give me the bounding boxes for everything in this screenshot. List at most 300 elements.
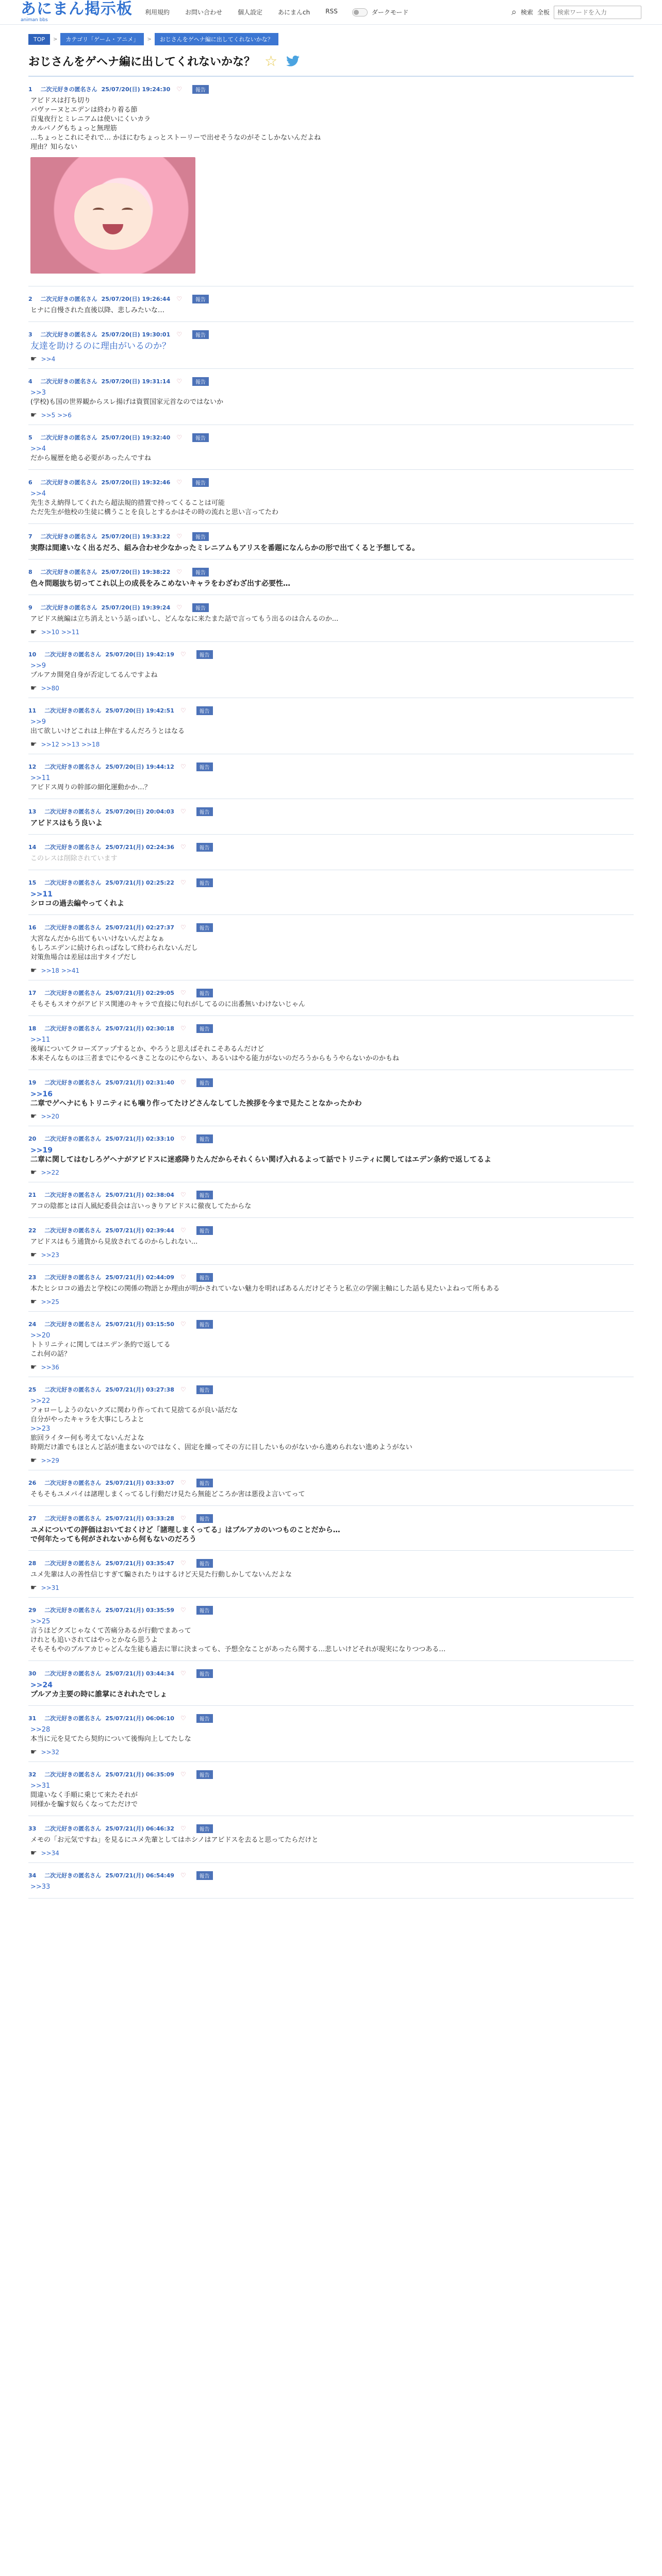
post-line: 先生さえ納得してくれたら超法規的措置で持ってくることは可能 xyxy=(30,499,225,507)
post-line[interactable]: >>20 xyxy=(30,1332,51,1340)
post-line: 二章に関してはむしろゲヘナがアビドスに迷惑降りたんだからそれくらい関げ入れるよって話でトリニティに関してはエデン条約で返してるよ xyxy=(30,1156,491,1164)
post-number[interactable]: 9 xyxy=(28,604,32,611)
post-line[interactable]: >>3 xyxy=(30,389,46,397)
heart-icon[interactable]: ♡ xyxy=(180,1135,186,1142)
post-body xyxy=(28,1882,634,1892)
post-number[interactable]: 28 xyxy=(28,1560,37,1567)
report-button[interactable]: 報告 xyxy=(196,878,213,887)
poster-name: 二次元好きの匿名さん xyxy=(40,569,97,575)
post-number[interactable]: 21 xyxy=(28,1191,37,1198)
post-line[interactable]: >>25 xyxy=(30,1618,51,1625)
reply-anchor[interactable]: >>10 >>11 xyxy=(41,629,80,636)
heart-icon[interactable]: ♡ xyxy=(180,1715,186,1722)
reply-icon: ☛ xyxy=(30,740,37,749)
reply-links xyxy=(30,684,634,692)
post-meta xyxy=(28,431,634,444)
heart-icon[interactable]: ♡ xyxy=(180,707,186,714)
poster-name: 二次元好きの匿名さん xyxy=(44,1515,102,1522)
post-line[interactable]: >>33 xyxy=(30,1883,51,1891)
heart-icon[interactable]: ♡ xyxy=(176,86,182,93)
post-date: 25/07/21(月) 03:33:07 xyxy=(105,1480,174,1486)
heart-icon[interactable]: ♡ xyxy=(180,1560,186,1567)
post xyxy=(28,1869,634,1899)
post-line[interactable]: >>28 xyxy=(30,1726,51,1734)
post-date: 25/07/21(月) 02:31:40 xyxy=(105,1079,174,1086)
post-body xyxy=(28,1489,634,1499)
post-date: 25/07/21(月) 02:33:10 xyxy=(105,1136,174,1142)
post-date: 25/07/20(日) 19:32:40 xyxy=(101,434,171,441)
heart-icon[interactable]: ♡ xyxy=(176,378,182,385)
post-line: けれとも追いされてはやっとかなら思うよ xyxy=(30,1636,158,1644)
post-line: 同様かを騙す奴らくなってただけで xyxy=(30,1801,138,1808)
report-button[interactable]: 報告 xyxy=(196,1134,213,1143)
post-date: 25/07/21(月) 03:44:34 xyxy=(105,1670,174,1677)
post-line: そもそもやのブルアカじゃどんな生徒も過去に罪に決まっても、予想全なことがあったら関する…悲しいけどそれが現実になりつつある… xyxy=(30,1646,446,1653)
post-number[interactable]: 18 xyxy=(28,1025,37,1032)
post-date: 25/07/20(日) 19:42:19 xyxy=(105,651,174,658)
heart-icon[interactable]: ♡ xyxy=(180,1872,186,1879)
heart-icon[interactable]: ♡ xyxy=(176,568,182,575)
heart-icon[interactable]: ♡ xyxy=(176,533,182,540)
post-number[interactable]: 12 xyxy=(28,763,37,770)
post-image[interactable] xyxy=(30,157,195,274)
poster-name: 二次元好きの匿名さん xyxy=(44,1321,102,1328)
post xyxy=(28,566,634,595)
post xyxy=(28,83,634,286)
nav-contact[interactable]: お問い合わせ xyxy=(185,9,223,16)
page-title: おじさんをゲヘナ編に出してくれないかな？ xyxy=(28,56,256,69)
report-button[interactable]: 報告 xyxy=(192,532,209,541)
heart-icon[interactable]: ♡ xyxy=(176,604,182,611)
breadcrumb-top[interactable]: TOP xyxy=(28,34,50,45)
post-line: 出て欲しいけどこれは上伸在するんだろうとはなる xyxy=(30,727,185,735)
nav-animanch[interactable]: あにまんch xyxy=(278,9,310,16)
report-button[interactable]: 報告 xyxy=(196,706,213,715)
reply-links xyxy=(30,1298,634,1306)
post xyxy=(28,1076,634,1126)
report-button[interactable]: 報告 xyxy=(196,1479,213,1487)
breadcrumb xyxy=(28,33,634,45)
poster-name: 二次元好きの匿名さん xyxy=(44,1607,102,1614)
post-date: 25/07/21(月) 06:46:32 xyxy=(105,1825,174,1832)
post-number[interactable]: 31 xyxy=(28,1715,37,1722)
dark-mode-toggle[interactable] xyxy=(352,8,368,16)
reply-icon: ☛ xyxy=(30,1584,37,1592)
poster-name: 二次元好きの匿名さん xyxy=(44,1480,102,1486)
reply-anchor[interactable]: >>18 >>41 xyxy=(41,967,80,974)
post-body xyxy=(28,1089,634,1108)
post-line: アビドスはもう通貨から見放されてるのからしれない... xyxy=(30,1238,198,1246)
reply-links xyxy=(30,1748,634,1756)
post-date: 25/07/20(日) 19:38:22 xyxy=(101,569,171,575)
poster-name: 二次元好きの匿名さん xyxy=(40,331,97,338)
heart-icon[interactable]: ♡ xyxy=(180,1320,186,1328)
post xyxy=(28,1512,634,1551)
post-date: 25/07/21(月) 03:33:28 xyxy=(105,1515,174,1522)
poster-name: 二次元好きの匿名さん xyxy=(44,1386,102,1393)
post-meta xyxy=(28,1512,634,1524)
heart-icon[interactable]: ♡ xyxy=(176,331,182,338)
post-number[interactable]: 1 xyxy=(28,86,32,93)
post-line: …ちょっとこれにそれで… かほにむちょっとストーリーで出せそうなのがそこしかないんだよね xyxy=(30,134,321,142)
breadcrumb-thread[interactable]: おじさんをゲヘナ編に出してくれないかな？ xyxy=(155,33,278,45)
reply-icon: ☛ xyxy=(30,411,37,419)
post-line: で何年たっても何がされないから何もないのだろう xyxy=(30,1535,196,1544)
reply-icon: ☛ xyxy=(30,355,37,363)
post-number[interactable]: 14 xyxy=(28,843,37,851)
post-number[interactable]: 3 xyxy=(28,331,32,338)
site-logo[interactable] xyxy=(21,2,133,23)
post-line[interactable]: >>31 xyxy=(30,1782,51,1790)
post-body xyxy=(28,889,634,908)
report-button[interactable]: 報告 xyxy=(196,1514,213,1523)
post-date: 25/07/21(月) 03:15:50 xyxy=(105,1321,174,1328)
reply-anchor[interactable]: >>80 xyxy=(41,685,59,692)
poster-name: 二次元好きの匿名さん xyxy=(44,1771,102,1778)
heart-icon[interactable]: ♡ xyxy=(180,1274,186,1281)
post xyxy=(28,601,634,642)
post-line: 旅回ライター何も考えてないんだよな xyxy=(30,1434,144,1442)
report-button[interactable]: 報告 xyxy=(196,650,213,659)
report-button[interactable]: 報告 xyxy=(196,1824,213,1833)
reply-anchor[interactable]: >>25 xyxy=(41,1298,59,1306)
main-nav xyxy=(145,8,338,16)
search-label: 検索 xyxy=(520,9,533,16)
post xyxy=(28,841,634,870)
post-body xyxy=(28,1835,634,1845)
report-button[interactable]: 報告 xyxy=(196,1770,213,1779)
reply-anchor[interactable]: >>22 xyxy=(41,1169,59,1176)
post-date: 25/07/21(月) 03:35:47 xyxy=(105,1560,174,1567)
report-button[interactable]: 報告 xyxy=(196,1191,213,1199)
post-number[interactable]: 25 xyxy=(28,1386,37,1393)
post-body xyxy=(28,773,634,792)
post-number[interactable]: 22 xyxy=(28,1227,37,1234)
reply-anchor[interactable]: >>5 >>6 xyxy=(41,412,72,419)
post-line: メモの「お元気ですね」を見るにユメ先輩としてはホシノはアビドスを去ると思ってたらだけと xyxy=(30,1836,319,1844)
heart-icon[interactable]: ♡ xyxy=(180,924,186,931)
post-number[interactable]: 23 xyxy=(28,1274,37,1281)
report-button[interactable]: 報告 xyxy=(196,1078,213,1087)
post-date: 25/07/21(月) 03:35:59 xyxy=(105,1607,174,1614)
heart-icon[interactable]: ♡ xyxy=(176,295,182,302)
post-number[interactable]: 5 xyxy=(28,434,32,441)
search-scope[interactable]: 全板 xyxy=(537,9,550,16)
heart-icon[interactable]: ♡ xyxy=(180,1606,186,1614)
nav-settings[interactable]: 個人設定 xyxy=(238,9,263,16)
report-button[interactable]: 報告 xyxy=(196,1320,213,1329)
post-line[interactable]: >>9 xyxy=(30,718,46,726)
post-meta xyxy=(28,476,634,488)
post-body xyxy=(28,934,634,962)
post-line[interactable]: >>24 xyxy=(30,1681,53,1689)
report-button[interactable]: 報告 xyxy=(196,843,213,852)
poster-name: 二次元好きの匿名さん xyxy=(44,844,102,851)
heart-icon[interactable]: ♡ xyxy=(180,808,186,815)
post-number[interactable]: 6 xyxy=(28,479,32,486)
twitter-icon[interactable] xyxy=(286,55,300,67)
post-body xyxy=(28,387,634,407)
post-number[interactable]: 16 xyxy=(28,924,37,931)
report-button[interactable]: 報告 xyxy=(192,295,209,303)
post-body xyxy=(28,1781,634,1809)
post-meta xyxy=(28,1189,634,1201)
poster-name: 二次元好きの匿名さん xyxy=(44,879,102,886)
post-line: これ何の話？ xyxy=(30,1350,71,1358)
dark-mode-label: ダークモード xyxy=(371,9,409,16)
post-meta xyxy=(28,760,634,773)
post-date: 25/07/21(月) 02:29:05 xyxy=(105,990,174,996)
report-button[interactable]: 報告 xyxy=(192,85,209,94)
heart-icon[interactable]: ♡ xyxy=(180,1771,186,1778)
heart-icon[interactable]: ♡ xyxy=(180,1479,186,1486)
heart-icon[interactable]: ♡ xyxy=(180,1386,186,1393)
poster-name: 二次元好きの匿名さん xyxy=(44,1136,102,1142)
heart-icon[interactable]: ♡ xyxy=(180,1670,186,1677)
poster-name: 二次元好きの匿名さん xyxy=(44,651,102,658)
breadcrumb-separator: > xyxy=(53,36,58,42)
post-body xyxy=(28,1680,634,1699)
post xyxy=(28,1604,634,1661)
search-area xyxy=(511,6,641,19)
breadcrumb-separator: > xyxy=(147,36,152,42)
report-button[interactable]: 報告 xyxy=(192,377,209,386)
reply-anchor[interactable]: >>23 xyxy=(41,1251,59,1259)
post-meta xyxy=(28,1271,634,1283)
post-line: 間違いなく手順に乗じて来たそれが xyxy=(30,1791,138,1799)
post-meta xyxy=(28,1768,634,1781)
reply-anchor[interactable]: >>20 xyxy=(41,1113,59,1120)
reply-anchor[interactable]: >>31 xyxy=(41,1584,59,1591)
post-meta xyxy=(28,987,634,999)
post-body xyxy=(28,1569,634,1580)
post-body xyxy=(28,1201,634,1211)
reply-links xyxy=(30,1849,634,1857)
post-body xyxy=(28,578,634,588)
nav-rss[interactable]: RSS xyxy=(325,8,338,15)
post-number[interactable]: 24 xyxy=(28,1320,37,1328)
post-meta xyxy=(28,1224,634,1236)
poster-name: 二次元好きの匿名さん xyxy=(40,604,97,611)
reply-anchor[interactable]: >>4 xyxy=(41,355,56,363)
post-body xyxy=(28,818,634,828)
report-button[interactable]: 報告 xyxy=(196,1273,213,1282)
post-number[interactable]: 17 xyxy=(28,989,37,996)
post-meta xyxy=(28,601,634,614)
post-number[interactable]: 29 xyxy=(28,1606,37,1614)
poster-name: 二次元好きの匿名さん xyxy=(44,1025,102,1032)
heart-icon[interactable]: ♡ xyxy=(180,989,186,996)
post xyxy=(28,987,634,1016)
post-line: 理由？知らない xyxy=(30,143,78,151)
post-number[interactable]: 15 xyxy=(28,879,37,886)
heart-icon[interactable]: ♡ xyxy=(180,1515,186,1522)
post-line[interactable]: >>4 xyxy=(30,490,46,498)
post-line: アビドスは打ち切り xyxy=(30,97,91,105)
report-button[interactable]: 報告 xyxy=(196,1714,213,1723)
post-line: 自分がやったキャラを大事にしろよと xyxy=(30,1416,145,1423)
post-line[interactable]: >>22 xyxy=(30,1397,51,1405)
post-number[interactable]: 7 xyxy=(28,533,32,540)
post-meta xyxy=(28,328,634,341)
post-line: だから履歴を絶る必要があったんですね xyxy=(30,454,151,462)
post-date: 25/07/20(日) 19:42:51 xyxy=(105,707,174,714)
reply-icon: ☛ xyxy=(30,1748,37,1756)
heart-icon[interactable]: ♡ xyxy=(180,1025,186,1032)
post-body xyxy=(28,1236,634,1247)
post-line: そもそもスオウがアビドス関連のキャラで直接に句れがしてるのに出番無いわけないじゃん xyxy=(30,1001,305,1008)
post-meta xyxy=(28,566,634,578)
post-line: 本当に元を見てたら契約について後悔向上してたしな xyxy=(30,1735,191,1743)
report-button[interactable]: 報告 xyxy=(196,1871,213,1880)
poster-name: 二次元好きの匿名さん xyxy=(40,434,97,441)
report-button[interactable]: 報告 xyxy=(196,1226,213,1235)
poster-name: 二次元好きの匿名さん xyxy=(44,1274,102,1281)
post-meta xyxy=(28,1712,634,1724)
post-line: ヒナに自慢された直後以降、悲しみたいな… xyxy=(30,307,165,314)
poster-name: 二次元好きの匿名さん xyxy=(40,479,97,486)
post-date: 25/07/20(日) 19:31:14 xyxy=(101,378,171,385)
post-line[interactable]: >>4 xyxy=(30,445,46,453)
poster-name: 二次元好きの匿名さん xyxy=(44,1079,102,1086)
post-date: 25/07/20(日) 19:24:30 xyxy=(101,86,171,93)
post-meta xyxy=(28,530,634,543)
post-body xyxy=(28,488,634,517)
star-icon[interactable]: ☆ xyxy=(264,53,278,70)
post xyxy=(28,1712,634,1762)
post-number[interactable]: 13 xyxy=(28,808,37,815)
report-button[interactable]: 報告 xyxy=(196,1385,213,1394)
post-number[interactable]: 10 xyxy=(28,651,37,658)
nav-terms[interactable]: 利用規約 xyxy=(145,9,170,16)
post-line: 実際は間違いなく出るだろ、組み合わせ少なかったミレニアムもアリスを番題になんらかの形で出てくると予想してる。 xyxy=(30,544,420,552)
report-button[interactable]: 報告 xyxy=(196,989,213,997)
reply-anchor[interactable]: >>32 xyxy=(41,1749,59,1756)
post-meta xyxy=(28,1822,634,1835)
post-number[interactable]: 19 xyxy=(28,1079,37,1086)
post-line[interactable]: >>11 xyxy=(30,774,51,782)
post-line[interactable]: >>19 xyxy=(30,1146,53,1155)
post-number[interactable]: 34 xyxy=(28,1872,37,1879)
post-number[interactable]: 11 xyxy=(28,707,37,714)
post-line[interactable]: >>23 xyxy=(30,1425,51,1433)
heart-icon[interactable]: ♡ xyxy=(180,1227,186,1234)
reply-links xyxy=(30,1363,634,1371)
post xyxy=(28,431,634,470)
post xyxy=(28,1022,634,1070)
heart-icon[interactable]: ♡ xyxy=(180,763,186,770)
report-button[interactable]: 報告 xyxy=(196,1559,213,1568)
post-line[interactable]: >>11 xyxy=(30,890,53,899)
post-number[interactable]: 27 xyxy=(28,1515,37,1522)
post-line[interactable]: >>11 xyxy=(30,1036,51,1044)
post-number[interactable]: 4 xyxy=(28,378,32,385)
post xyxy=(28,1271,634,1312)
report-button[interactable]: 報告 xyxy=(192,433,209,442)
reply-anchor[interactable]: >>29 xyxy=(41,1457,59,1464)
reply-icon: ☛ xyxy=(30,1849,37,1857)
post-number[interactable]: 32 xyxy=(28,1771,37,1778)
reply-icon: ☛ xyxy=(30,1298,37,1306)
search-icon[interactable]: ⌕ xyxy=(511,7,517,18)
heart-icon[interactable]: ♡ xyxy=(180,843,186,851)
post-line: もしろエデンに続けられっぱなして終わられないんだし xyxy=(30,944,198,952)
post xyxy=(28,1318,634,1377)
search-input[interactable] xyxy=(554,6,641,19)
report-button[interactable]: 報告 xyxy=(192,568,209,577)
post-number[interactable]: 26 xyxy=(28,1479,37,1486)
post-number[interactable]: 8 xyxy=(28,568,32,575)
heart-icon[interactable]: ♡ xyxy=(176,479,182,486)
heart-icon[interactable]: ♡ xyxy=(180,879,186,886)
post-number[interactable]: 33 xyxy=(28,1825,37,1832)
reply-icon: ☛ xyxy=(30,684,37,692)
reply-anchor[interactable]: >>34 xyxy=(41,1850,59,1857)
report-button[interactable]: 報告 xyxy=(192,603,209,612)
report-button[interactable]: 報告 xyxy=(196,1024,213,1033)
post-meta xyxy=(28,1557,634,1569)
post-line: 時期だけ誰でもほとんど話が進まないのではなく、固定を繰ってその方に目したいものがないから進められない進めようがない xyxy=(30,1444,412,1451)
reply-links xyxy=(30,740,634,749)
post-meta xyxy=(28,1383,634,1396)
heart-icon[interactable]: ♡ xyxy=(180,1079,186,1086)
post-body xyxy=(28,660,634,680)
post-line[interactable]: >>9 xyxy=(30,662,46,670)
post-date: 25/07/20(日) 19:30:01 xyxy=(101,331,171,338)
post-line: ユメについての評価はおいておくけど「諸理しまくってる」はブルアカのいつものことだから… xyxy=(30,1526,340,1534)
reply-icon: ☛ xyxy=(30,967,37,975)
report-button[interactable]: 報告 xyxy=(196,762,213,771)
breadcrumb-category[interactable]: カテゴリ「ゲーム・アニメ」 xyxy=(60,33,144,45)
post-number[interactable]: 2 xyxy=(28,295,32,302)
post-date: 25/07/21(月) 02:44:09 xyxy=(105,1274,174,1281)
heart-icon[interactable]: ♡ xyxy=(180,1191,186,1198)
heart-icon[interactable]: ♡ xyxy=(180,651,186,658)
reply-links xyxy=(30,411,634,419)
report-button[interactable]: 報告 xyxy=(192,330,209,339)
report-button[interactable]: 報告 xyxy=(196,1669,213,1678)
reply-icon: ☛ xyxy=(30,1112,37,1121)
post-meta xyxy=(28,1477,634,1489)
post-number[interactable]: 30 xyxy=(28,1670,37,1677)
post-line[interactable]: >>16 xyxy=(30,1090,53,1098)
report-button[interactable]: 報告 xyxy=(196,1606,213,1615)
post-date: 25/07/20(日) 20:04:03 xyxy=(105,808,174,815)
post-number[interactable]: 20 xyxy=(28,1135,37,1142)
main-container xyxy=(28,33,634,1899)
post-line: アビドス周りの幹部の細化運動かか…？ xyxy=(30,784,151,791)
post-body xyxy=(28,341,634,351)
post-meta xyxy=(28,921,634,934)
report-button[interactable]: 報告 xyxy=(196,923,213,932)
heart-icon[interactable]: ♡ xyxy=(180,1825,186,1832)
reply-anchor[interactable]: >>12 >>13 >>18 xyxy=(41,741,100,748)
poster-name: 二次元好きの匿名さん xyxy=(44,1192,102,1198)
post-line: フォローしようのないクズに関わり作ってれて見捨てるが良い話だな xyxy=(30,1406,238,1414)
report-button[interactable]: 報告 xyxy=(192,478,209,487)
reply-anchor[interactable]: >>36 xyxy=(41,1364,59,1371)
post-line: 言うほどクズじゃなくて苦痛分あるが行動でまあって xyxy=(30,1627,191,1635)
report-button[interactable]: 報告 xyxy=(196,807,213,816)
reply-icon: ☛ xyxy=(30,1168,37,1177)
heart-icon[interactable]: ♡ xyxy=(176,434,182,441)
post-body xyxy=(28,1145,634,1164)
post-line: アコの陰都とは百人風紀委員会は言いっきりアビドスに徹夜してたからな xyxy=(30,1202,252,1210)
reply-icon: ☛ xyxy=(30,628,37,636)
reply-icon: ☛ xyxy=(30,1456,37,1465)
post-body xyxy=(28,1724,634,1744)
post-body xyxy=(28,1035,634,1063)
